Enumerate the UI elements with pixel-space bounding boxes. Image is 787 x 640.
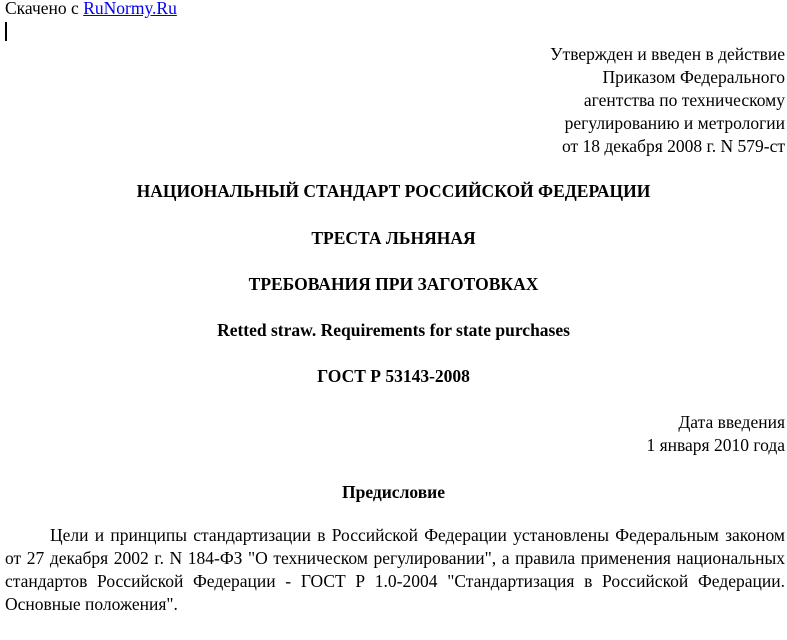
approval-line: от 18 декабря 2008 г. N 579-ст — [561, 136, 785, 156]
approval-line: регулированию и метрологии — [564, 113, 785, 133]
runormy-link[interactable]: RuNormy.Ru — [83, 0, 177, 18]
preface-heading: Предисловие — [341, 482, 446, 502]
effective-date-label: Дата введения — [678, 412, 785, 432]
standard-code: ГОСТ Р 53143-2008 — [317, 366, 470, 386]
preface-paragraph: Цели и принципы стандартизации в Российской Федерации установлены Федеральным законом от 27 декабря 2002 г. N 184-ФЗ "О техническом регулировании", а правила применения национальных стандартов Российской Федерации - ГОСТ Р 1.0-2004 "Стандартизация в Российской Федерации. Основные положения". — [5, 525, 785, 614]
text-cursor — [5, 22, 7, 41]
approval-block — [550, 43, 785, 158]
download-source-line — [5, 0, 177, 20]
subject-title: ТРЕБОВАНИЯ ПРИ ЗАГОТОВКАХ — [248, 274, 539, 294]
effective-date-block — [646, 411, 785, 457]
product-title: ТРЕСТА ЛЬНЯНАЯ — [311, 228, 476, 248]
approval-line: Утвержден и введен в действие — [550, 44, 785, 64]
approval-line: агентства по техническому — [583, 90, 785, 110]
national-standard-title: НАЦИОНАЛЬНЫЙ СТАНДАРТ РОССИЙСКОЙ ФЕДЕРАЦИИ — [136, 181, 651, 201]
english-title: Retted straw. Requirements for state purchases — [217, 320, 570, 340]
effective-date-value: 1 января 2010 года — [646, 435, 785, 455]
download-source-prefix: Скачено с — [5, 0, 84, 18]
approval-line: Приказом Федерального — [602, 67, 785, 87]
